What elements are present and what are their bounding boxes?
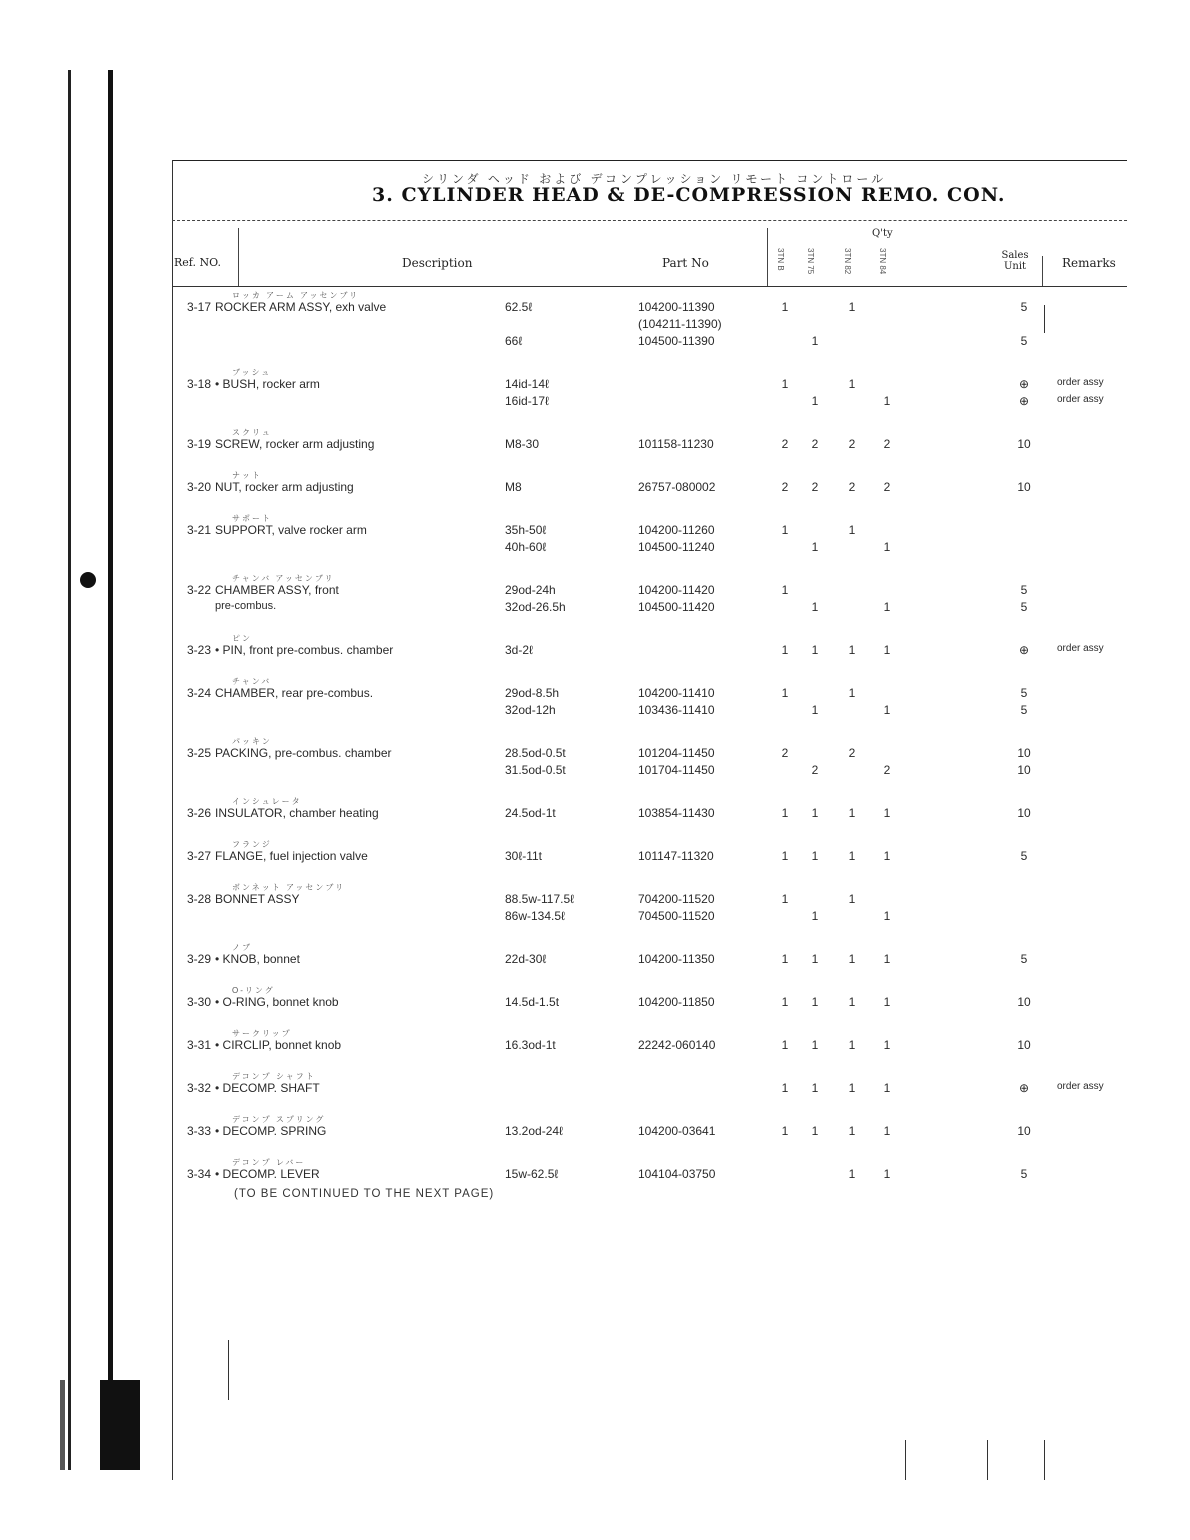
- header-remarks: Remarks: [1062, 256, 1116, 270]
- row-remarks: order assy: [1057, 394, 1104, 405]
- row-ref-no: 3-22: [187, 583, 212, 597]
- row-line: [172, 317, 1127, 334]
- row-spec: 32od-12h: [505, 703, 556, 717]
- row-qty: 1: [848, 377, 856, 391]
- row-spec: 24.5od-1t: [505, 806, 556, 820]
- row-qty: 1: [781, 686, 789, 700]
- row-qty: 2: [883, 763, 891, 777]
- row-part-no: 104500-11390: [638, 334, 715, 348]
- row-part-no: 704200-11520: [638, 892, 715, 906]
- row-qty: 2: [848, 480, 856, 494]
- row-part-no: 104500-11240: [638, 540, 715, 554]
- row-sales-unit: ⊕: [1018, 1081, 1030, 1095]
- row-description: CHAMBER ASSY, front: [215, 583, 339, 597]
- row-qty: 2: [848, 746, 856, 760]
- row-qty: 1: [848, 1081, 856, 1095]
- row-part-no: 704500-11520: [638, 909, 715, 923]
- row-qty: 1: [811, 1124, 819, 1138]
- row-part-no: 104200-11350: [638, 952, 715, 966]
- row-line: [172, 849, 1127, 866]
- row-ref-no: 3-28: [187, 892, 212, 906]
- row-qty: 1: [781, 583, 789, 597]
- parts-page: [172, 160, 1127, 1490]
- row-line: [172, 806, 1127, 823]
- header-sales-unit: Sales Unit: [1001, 250, 1029, 272]
- row-japanese-name: ノブ: [232, 943, 252, 952]
- row-description: SUPPORT, valve rocker arm: [215, 523, 367, 537]
- row-qty: 1: [848, 1167, 856, 1181]
- row-part-no: 101147-11320: [638, 849, 714, 863]
- row-description: • O-RING, bonnet knob: [215, 995, 339, 1009]
- row-line: [172, 1038, 1127, 1055]
- row-qty: 1: [848, 686, 856, 700]
- row-line: [172, 686, 1127, 703]
- row-spec: 86w-134.5ℓ: [505, 909, 565, 923]
- row-qty: 1: [883, 1124, 891, 1138]
- row-japanese-name: ボンネット アッセンブリ: [232, 883, 346, 892]
- page-title: 3. CYLINDER HEAD & DE-COMPRESSION REMO. CON.: [372, 184, 1006, 206]
- row-line: [172, 480, 1127, 497]
- row-line: [172, 763, 1127, 780]
- row-sales-unit: 10: [1017, 437, 1031, 451]
- row-qty: 1: [781, 300, 789, 314]
- japanese-title: シリンダ ヘッド および デコンプレッション リモート コントロール: [422, 172, 887, 186]
- row-qty: 1: [781, 952, 789, 966]
- row-description: • KNOB, bonnet: [215, 952, 300, 966]
- row-ref-no: 3-32: [187, 1081, 212, 1095]
- row-japanese-name: デコンプ スプリング: [232, 1115, 326, 1124]
- row-line: [172, 746, 1127, 763]
- row-sales-unit: 5: [1020, 686, 1028, 700]
- row-qty: 1: [811, 703, 819, 717]
- margin-mark: [1044, 305, 1045, 333]
- row-part-no: 103436-11410: [638, 703, 715, 717]
- row-line: [172, 300, 1127, 317]
- row-part-no: 101158-11230: [638, 437, 714, 451]
- table-header: [172, 220, 1127, 290]
- row-japanese-name: チャンバ アッセンブリ: [232, 574, 335, 583]
- row-spec: 40h-60ℓ: [505, 540, 547, 554]
- margin-mark: [1044, 1440, 1045, 1480]
- row-sales-unit: 10: [1017, 806, 1031, 820]
- row-spec: 14.5d-1.5t: [505, 995, 560, 1009]
- row-qty: 1: [848, 1124, 856, 1138]
- row-qty: 1: [848, 523, 856, 537]
- row-japanese-name: O-リング: [232, 986, 275, 995]
- row-part-no: 104104-03750: [638, 1167, 716, 1181]
- row-description: • CIRCLIP, bonnet knob: [215, 1038, 342, 1052]
- row-line: [172, 600, 1127, 617]
- header-description: Description: [402, 256, 473, 270]
- row-sales-unit: 10: [1017, 746, 1031, 760]
- row-line: [172, 995, 1127, 1012]
- row-line: [172, 909, 1127, 926]
- row-ref-no: 3-19: [187, 437, 212, 451]
- row-part-no: 104200-11420: [638, 583, 715, 597]
- row-qty: 1: [883, 1038, 891, 1052]
- row-spec: 16.3od-1t: [505, 1038, 556, 1052]
- row-qty: 1: [883, 394, 891, 408]
- row-description: • DECOMP. LEVER: [215, 1167, 320, 1181]
- row-description: INSULATOR, chamber heating: [215, 806, 379, 820]
- row-sales-unit: 5: [1020, 583, 1028, 597]
- row-ref-no: 3-20: [187, 480, 212, 494]
- row-qty: 1: [781, 523, 789, 537]
- row-qty: 1: [781, 1124, 789, 1138]
- row-qty: 1: [883, 1081, 891, 1095]
- row-qty: 1: [848, 892, 856, 906]
- row-sales-unit: 5: [1020, 952, 1028, 966]
- row-japanese-name: ピン: [232, 634, 252, 643]
- row-description: SCREW, rocker arm adjusting: [215, 437, 375, 451]
- row-qty: 1: [781, 1081, 789, 1095]
- row-japanese-name: ナット: [232, 471, 262, 480]
- row-qty: 1: [811, 995, 819, 1009]
- row-remarks: order assy: [1057, 1081, 1104, 1092]
- row-spec: 35h-50ℓ: [505, 523, 547, 537]
- row-qty: 1: [848, 643, 856, 657]
- row-sales-unit: 10: [1017, 480, 1031, 494]
- margin-mark: [228, 1340, 229, 1400]
- row-qty: 1: [811, 394, 819, 408]
- header-qty: Q'ty: [872, 228, 893, 239]
- row-japanese-name: ロッカ アーム アッセンブリ: [232, 291, 360, 300]
- row-ref-no: 3-25: [187, 746, 212, 760]
- row-line: [172, 334, 1127, 351]
- row-japanese-name: パッキン: [232, 737, 272, 746]
- row-qty: 2: [781, 746, 789, 760]
- row-ref-no: 3-26: [187, 806, 212, 820]
- row-ref-no: 3-24: [187, 686, 212, 700]
- row-ref-no: 3-30: [187, 995, 212, 1009]
- row-line: [172, 643, 1127, 660]
- binder-edge: [0, 0, 160, 1540]
- row-line: [172, 1124, 1127, 1141]
- row-sales-unit: ⊕: [1018, 394, 1030, 408]
- row-qty: 1: [883, 806, 891, 820]
- row-qty: 2: [811, 480, 819, 494]
- row-part-no: 104200-11390: [638, 300, 715, 314]
- row-qty: 1: [883, 909, 891, 923]
- row-part-no: 104200-11850: [638, 995, 715, 1009]
- row-description: FLANGE, fuel injection valve: [215, 849, 368, 863]
- row-qty: 1: [811, 909, 819, 923]
- row-qty: 1: [781, 849, 789, 863]
- row-line: [172, 523, 1127, 540]
- row-qty: 1: [883, 703, 891, 717]
- row-qty: 1: [781, 892, 789, 906]
- row-part-no: 101704-11450: [638, 763, 715, 777]
- row-japanese-name: チャンバ: [232, 677, 272, 686]
- row-japanese-name: フランジ: [232, 840, 272, 849]
- row-ref-no: 3-31: [187, 1038, 212, 1052]
- row-qty: 2: [848, 437, 856, 451]
- row-line: [172, 952, 1127, 969]
- row-sales-unit: 5: [1020, 849, 1028, 863]
- row-part-no: 104200-03641: [638, 1124, 716, 1138]
- row-sales-unit: ⊕: [1018, 643, 1030, 657]
- top-rule: [172, 160, 1127, 162]
- row-description: • DECOMP. SHAFT: [215, 1081, 320, 1095]
- row-japanese-name: デコンプ レバー: [232, 1158, 306, 1167]
- row-line: [172, 1081, 1127, 1098]
- row-qty: 1: [883, 952, 891, 966]
- row-sales-unit: 10: [1017, 1124, 1031, 1138]
- row-spec: 29od-8.5h: [505, 686, 560, 700]
- row-spec: 29od-24h: [505, 583, 556, 597]
- row-spec: 62.5ℓ: [505, 300, 533, 314]
- row-line: [172, 377, 1127, 394]
- row-qty: 1: [848, 300, 856, 314]
- row-spec: 22d-30ℓ: [505, 952, 547, 966]
- row-qty: 1: [781, 806, 789, 820]
- row-ref-no: 3-27: [187, 849, 212, 863]
- row-spec: 28.5od-0.5t: [505, 746, 566, 760]
- row-sales-unit: ⊕: [1018, 377, 1030, 391]
- row-part-no: 104500-11420: [638, 600, 715, 614]
- row-sales-unit: 5: [1020, 600, 1028, 614]
- row-description: PACKING, pre-combus. chamber: [215, 746, 392, 760]
- row-qty: 1: [811, 849, 819, 863]
- row-description: • PIN, front pre-combus. chamber: [215, 643, 394, 657]
- row-qty: 1: [883, 849, 891, 863]
- row-description: CHAMBER, rear pre-combus.: [215, 686, 374, 700]
- row-qty: 2: [883, 480, 891, 494]
- margin-mark: [987, 1440, 988, 1480]
- row-sales-unit: 5: [1020, 300, 1028, 314]
- row-part-no: 103854-11430: [638, 806, 715, 820]
- row-qty: 1: [883, 600, 891, 614]
- row-japanese-name: デコンプ シャフト: [232, 1072, 316, 1081]
- row-line: [172, 437, 1127, 454]
- row-part-no: 22242-060140: [638, 1038, 716, 1052]
- header-ref-no: Ref. NO.: [174, 256, 221, 269]
- row-qty: 1: [781, 643, 789, 657]
- row-spec: 16id-17ℓ: [505, 394, 549, 408]
- row-spec: 15w-62.5ℓ: [505, 1167, 559, 1181]
- row-line: [172, 540, 1127, 557]
- margin-mark: [905, 1440, 906, 1480]
- row-qty: 1: [811, 1081, 819, 1095]
- row-sales-unit: 10: [1017, 995, 1031, 1009]
- row-ref-no: 3-34: [187, 1167, 212, 1181]
- row-japanese-name: ブッシュ: [232, 368, 272, 377]
- row-line: [172, 1167, 1127, 1184]
- row-part-no: 104200-11410: [638, 686, 715, 700]
- row-qty: 1: [848, 806, 856, 820]
- row-spec: 66ℓ: [505, 334, 523, 348]
- row-qty: 1: [811, 1038, 819, 1052]
- row-part-no: 104200-11260: [638, 523, 715, 537]
- row-line: [172, 394, 1127, 411]
- row-line: [172, 583, 1127, 600]
- row-description: • DECOMP. SPRING: [215, 1124, 327, 1138]
- row-sales-unit: 10: [1017, 763, 1031, 777]
- header-part-no: Part No: [662, 256, 709, 270]
- row-qty: 2: [811, 437, 819, 451]
- row-description: BONNET ASSY: [215, 892, 300, 906]
- row-qty: 2: [781, 480, 789, 494]
- row-sales-unit: 5: [1020, 334, 1028, 348]
- header-qty-col: 3TN 84: [878, 248, 887, 275]
- row-description: NUT, rocker arm adjusting: [215, 480, 354, 494]
- row-ref-no: 3-17: [187, 300, 212, 314]
- row-qty: 1: [883, 1167, 891, 1181]
- row-qty: 1: [883, 995, 891, 1009]
- row-spec: 13.2od-24ℓ: [505, 1124, 563, 1138]
- row-qty: 1: [781, 377, 789, 391]
- row-part-no: 101204-11450: [638, 746, 715, 760]
- row-ref-no: 3-33: [187, 1124, 212, 1138]
- header-qty-col: 3TN 75: [806, 248, 815, 275]
- row-qty: 1: [811, 540, 819, 554]
- row-qty: 1: [848, 1038, 856, 1052]
- row-spec: 14id-14ℓ: [505, 377, 549, 391]
- header-qty-col: 3TN 82: [843, 248, 852, 275]
- row-part-no: (104211-11390): [638, 317, 722, 331]
- row-line: [172, 703, 1127, 720]
- row-qty: 1: [781, 1038, 789, 1052]
- row-remarks: order assy: [1057, 643, 1104, 654]
- row-part-no: 26757-080002: [638, 480, 716, 494]
- row-qty: 1: [811, 806, 819, 820]
- row-qty: 2: [781, 437, 789, 451]
- row-sales-unit: 10: [1017, 1038, 1031, 1052]
- header-qty-col: 3TN B: [776, 248, 785, 271]
- row-japanese-name: スクリュ: [232, 428, 272, 437]
- row-qty: 1: [848, 849, 856, 863]
- row-qty: 1: [848, 995, 856, 1009]
- row-spec: M8: [505, 480, 522, 494]
- row-description: • BUSH, rocker arm: [215, 377, 320, 391]
- row-spec: 32od-26.5h: [505, 600, 566, 614]
- row-spec: 31.5od-0.5t: [505, 763, 566, 777]
- row-qty: 1: [883, 540, 891, 554]
- row-ref-no: 3-29: [187, 952, 212, 966]
- row-remarks: order assy: [1057, 377, 1104, 388]
- row-japanese-name: インシュレータ: [232, 797, 302, 806]
- row-sales-unit: 5: [1020, 703, 1028, 717]
- row-spec: 30ℓ-11t: [505, 849, 543, 863]
- row-qty: 1: [848, 952, 856, 966]
- row-line: [172, 892, 1127, 909]
- row-sales-unit: 5: [1020, 1167, 1028, 1181]
- row-qty: 1: [811, 643, 819, 657]
- row-japanese-name: サポート: [232, 514, 272, 523]
- row-ref-no: 3-23: [187, 643, 212, 657]
- row-spec: 88.5w-117.5ℓ: [505, 892, 575, 906]
- row-qty: 1: [811, 334, 819, 348]
- row-description-cont: pre-combus.: [215, 600, 277, 612]
- row-spec: M8-30: [505, 437, 540, 451]
- row-description: ROCKER ARM ASSY, exh valve: [215, 300, 387, 314]
- row-ref-no: 3-21: [187, 523, 212, 537]
- row-qty: 1: [781, 995, 789, 1009]
- row-qty: 2: [883, 437, 891, 451]
- row-japanese-name: サークリップ: [232, 1029, 292, 1038]
- row-qty: 2: [811, 763, 819, 777]
- row-qty: 1: [883, 643, 891, 657]
- row-spec: 3d-2ℓ: [505, 643, 533, 657]
- row-qty: 1: [811, 952, 819, 966]
- continued-note: (TO BE CONTINUED TO THE NEXT PAGE): [234, 1188, 495, 1200]
- row-ref-no: 3-18: [187, 377, 212, 391]
- row-qty: 1: [811, 600, 819, 614]
